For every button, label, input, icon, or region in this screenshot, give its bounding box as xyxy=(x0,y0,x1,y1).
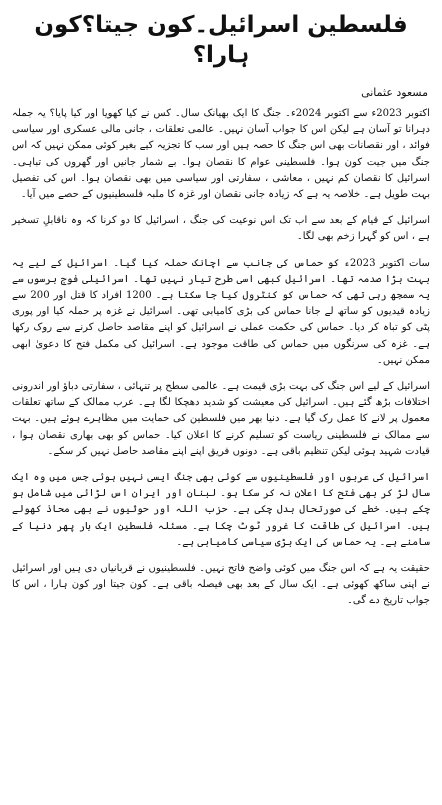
article-paragraph: حقیقت یہ ہے کہ اس جنگ میں کوئی واضح فاتح نہیں۔ فلسطینیوں نے قربانیاں دی ہیں اور اسرائیل نے اپنی ساکھ کھوئی ہے۔ ایک سال کے بعد بھی فیصلہ باقی ہے۔ کون جیتا اور کون ہارا ، اس کا جواب تاریخ دے گی۔ xyxy=(12,563,430,607)
article-body xyxy=(12,106,430,610)
article-title: فلسطین اسرائیل۔کون جیتا؟کون ہارا؟ xyxy=(34,12,408,68)
article-paragraph: سات اکتوبر 2023ء کو حماس کی جانب سے اچانک حملہ کیا گیا۔ اسرائیل کے لیے یہ بہت بڑا صدمہ تھا۔ اسرائیل کبھی اسی طرح تیار نہیں تھا۔ اسرائیلی فوج برسوں سے یہ سمجھ رہی تھی کہ حماس کو کنٹرول کیا جا سکتا ہے۔ 1200 افراد کا قتل اور 200 سے زیادہ قیدیوں کو ساتھ لے جانا حماس کی بڑی کامیابی تھی۔ اسرائیل نے غزہ پر حملہ کیا اور پوری پٹی کو تباہ کر دیا۔ حماس کی حکمت عملی نے اسرائیل کو اپنے مقاصد حاصل کرنے سے روک رکھا ہے۔ غزہ کی سرنگوں میں حماس کی طاقت موجود ہے۔ اسرائیل کی مکمل فتح کا دعویٰ ابھی ممکن نہیں۔ xyxy=(12,257,431,366)
article-paragraph: اسرائیل کے لیے اس جنگ کی بہت بڑی قیمت ہے۔ عالمی سطح پر تنہائی ، سفارتی دباؤ اور اندرونی اختلافات بڑھ گئے ہیں۔ اسرائیل کی معیشت کو شدید دھچکا لگا ہے۔ عرب ممالک کے ساتھ تعلقات معمول پر لانے کا عمل رک گیا ہے۔ دنیا بھر میں فلسطین کی حمایت میں مظاہرے ہوئے ہیں۔ بہت سے ممالک نے فلسطینی ریاست کو تسلیم کرنے کا اعلان کیا۔ حماس کو بھی بھاری نقصان ہوا ، قیادت شہید ہوئی لیکن تنظیم باقی ہے۔ دونوں فریق اپنے اپنے مقاصد حاصل نہیں کر سکے۔ xyxy=(12,381,430,457)
article-author: مسعود عثمانی xyxy=(361,86,428,99)
article-paragraph: اکتوبر 2023ء سے اکتوبر 2024ء۔ جنگ کا ایک بھیانک سال۔ کس نے کیا کھویا اور کیا پایا؟ یہ جملہ دہرانا تو آسان ہے لیکن اس کا جواب آسان نہیں۔ عالمی تعلقات ، جانی مالی عسکری اور سیاسی فوائد ، اور نقصانات بھی اس جنگ کا حصہ ہیں اور سب کا تجزیہ کیے بغیر کوئی ممکن نہیں کہ اس جنگ میں جیت کون ہوا۔ فلسطینی عوام کا نقصان ہوا۔ بے شمار جانیں اور گھروں کی تباہی۔ اسرائیل کا نقصان کم نہیں ، معاشی ، سفارتی اور سیاسی میں بھی نقصان ہوا۔ اس کی تفصیل بہت طویل ہے۔ خلاصہ یہ ہے کہ زیادہ جانی نقصان اور غزہ کا ملبہ فلسطینیوں کے حصے میں آیا۔ xyxy=(12,108,430,201)
article-paragraph: اسرائیل کے قیام کے بعد سے اب تک اس نوعیت کی جنگ ، اسرائیل کا دو کرنا کہ وہ ناقابلِ تسخیر ہے ، اس کو گہرا زخم بھی لگا۔ xyxy=(12,215,430,243)
article-paragraph: اسرائیل کی عربوں اور فلسطینیوں سے کوئی بھی جنگ ایسی نہیں ہوئی جس میں وہ ایک سال لڑ کر بھی فتح کا اعلان نہ کر سکا ہو۔ لبنان اور ایران اس لڑائی میں شامل ہو چکے ہیں۔ خطے کی صورتحال بدل چکی ہے۔ حزب اللہ اور حوثیوں نے بھی محاذ کھولے ہیں۔ اسرائیل کی طاقت کا غرور ٹوٹ چکا ہے۔ مسئلہ فلسطین ایک بار پھر دنیا کے سامنے ہے۔ یہ حماس کی ایک بڑی سیاسی کامیابی ہے۔ xyxy=(12,472,430,548)
